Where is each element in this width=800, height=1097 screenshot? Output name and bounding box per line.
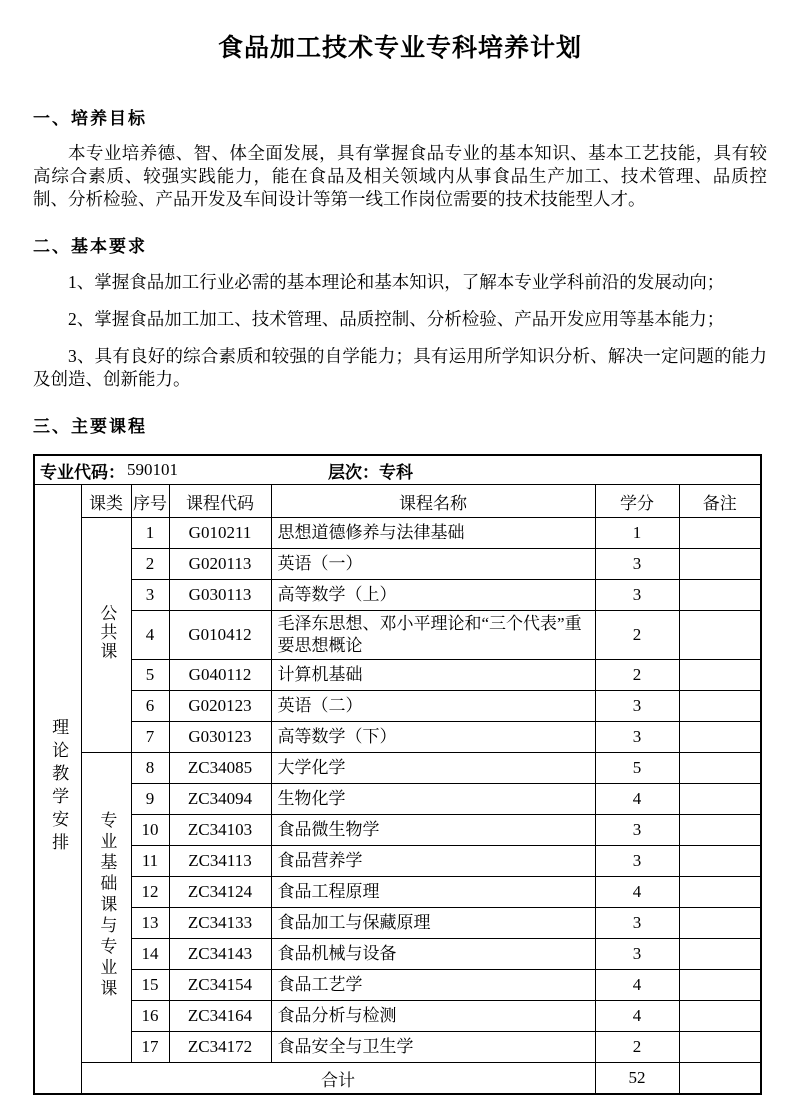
course-name: 思想道德修养与法律基础 — [271, 518, 595, 549]
course-seq: 10 — [131, 815, 169, 846]
col-header-course-code: 课程代码 — [169, 485, 271, 518]
major-code-label: 专业代码： — [40, 462, 125, 482]
course-seq: 1 — [131, 518, 169, 549]
course-group-cell — [81, 518, 131, 753]
course-credits: 4 — [595, 784, 679, 815]
course-remark — [679, 846, 761, 877]
total-remark-cell — [679, 1063, 761, 1095]
level-value: 专科 — [379, 462, 413, 482]
course-name: 生物化学 — [271, 784, 595, 815]
section-heading-courses: 三、主要课程 — [33, 417, 147, 436]
course-remark — [679, 549, 761, 580]
course-code: ZC34124 — [169, 877, 271, 908]
course-seq: 11 — [131, 846, 169, 877]
course-credits: 2 — [595, 1032, 679, 1063]
course-code: ZC34094 — [169, 784, 271, 815]
course-row — [34, 908, 761, 939]
requirement-item: 3、具有良好的综合素质和较强的自学能力；具有运用所学知识分析、解决一定问题的能力及创造、创新能力。 — [33, 346, 767, 389]
course-remark — [679, 815, 761, 846]
course-code: G010211 — [169, 518, 271, 549]
course-seq: 16 — [131, 1001, 169, 1032]
course-name: 食品营养学 — [271, 846, 595, 877]
course-remark — [679, 753, 761, 784]
course-row — [34, 1032, 761, 1063]
course-seq: 17 — [131, 1032, 169, 1063]
stage-label: 理论教学安排 — [49, 717, 69, 856]
course-name: 食品工程原理 — [271, 877, 595, 908]
total-row — [34, 1063, 761, 1095]
document-title: 食品加工技术专业专科培养计划 — [217, 34, 582, 62]
course-row — [34, 877, 761, 908]
course-row — [34, 753, 761, 784]
course-credits: 3 — [595, 815, 679, 846]
course-code: ZC34143 — [169, 939, 271, 970]
course-remark — [679, 1032, 761, 1063]
course-name: 食品分析与检测 — [271, 1001, 595, 1032]
course-credits: 3 — [595, 549, 679, 580]
course-credits: 2 — [595, 660, 679, 691]
goal-paragraph: 本专业培养德、智、体全面发展，具有掌握食品专业的基本知识、基本工艺技能，具有较高综合素质、较强实践能力，能在食品及相关领域内从事食品生产加工、技术管理、品质控制、分析检验、产品开发及车间设计等第一线工作岗位需要的技术技能型人才。 — [33, 143, 767, 209]
course-seq: 4 — [131, 611, 169, 660]
course-name: 高等数学（下） — [271, 722, 595, 753]
course-credits: 2 — [595, 611, 679, 660]
course-code: ZC34113 — [169, 846, 271, 877]
course-credits: 3 — [595, 580, 679, 611]
course-seq: 7 — [131, 722, 169, 753]
col-header-seq: 序号 — [131, 485, 169, 518]
course-name: 大学化学 — [271, 753, 595, 784]
course-credits: 1 — [595, 518, 679, 549]
course-name: 食品微生物学 — [271, 815, 595, 846]
course-seq: 13 — [131, 908, 169, 939]
course-remark — [679, 660, 761, 691]
course-code: G010412 — [169, 611, 271, 660]
course-name: 英语（二） — [271, 691, 595, 722]
col-header-credits: 学分 — [595, 485, 679, 518]
course-code: G030123 — [169, 722, 271, 753]
course-code: G030113 — [169, 580, 271, 611]
course-row — [34, 722, 761, 753]
course-seq: 5 — [131, 660, 169, 691]
course-code: G020113 — [169, 549, 271, 580]
course-remark — [679, 518, 761, 549]
course-remark — [679, 970, 761, 1001]
course-code: ZC34085 — [169, 753, 271, 784]
course-row — [34, 518, 761, 549]
course-name: 食品机械与设备 — [271, 939, 595, 970]
section-heading-requirements: 二、基本要求 — [33, 237, 147, 256]
course-credits: 4 — [595, 1001, 679, 1032]
course-credits: 3 — [595, 722, 679, 753]
course-remark — [679, 1001, 761, 1032]
course-seq: 14 — [131, 939, 169, 970]
course-credits: 4 — [595, 970, 679, 1001]
course-row — [34, 660, 761, 691]
course-name: 食品工艺学 — [271, 970, 595, 1001]
course-seq: 3 — [131, 580, 169, 611]
course-group-label: 专业基础课与专业课 — [97, 810, 117, 1000]
requirement-item: 2、掌握食品加工加工、技术管理、品质控制、分析检验、产品开发应用等基本能力； — [68, 309, 725, 329]
table-meta-row — [34, 455, 761, 485]
course-credits: 3 — [595, 939, 679, 970]
course-row — [34, 549, 761, 580]
course-remark — [679, 691, 761, 722]
table-header-row — [34, 485, 761, 518]
section-heading-goal: 一、培养目标 — [33, 109, 147, 128]
course-credits: 5 — [595, 753, 679, 784]
course-remark — [679, 877, 761, 908]
course-seq: 8 — [131, 753, 169, 784]
course-row — [34, 611, 761, 660]
course-row — [34, 970, 761, 1001]
course-row — [34, 691, 761, 722]
total-credits: 52 — [595, 1063, 679, 1095]
course-credits: 3 — [595, 846, 679, 877]
course-group-cell — [81, 753, 131, 1063]
course-row — [34, 815, 761, 846]
course-row — [34, 784, 761, 815]
course-remark — [679, 722, 761, 753]
course-credits: 4 — [595, 877, 679, 908]
course-remark — [679, 939, 761, 970]
course-remark — [679, 908, 761, 939]
table-meta-cell — [34, 455, 761, 485]
col-header-course-type: 课类 — [81, 485, 131, 518]
course-seq: 15 — [131, 970, 169, 1001]
course-row — [34, 846, 761, 877]
course-credits: 3 — [595, 691, 679, 722]
course-code: ZC34154 — [169, 970, 271, 1001]
col-header-remarks: 备注 — [679, 485, 761, 518]
course-name: 食品安全与卫生学 — [271, 1032, 595, 1063]
major-code-value: 590101 — [127, 460, 178, 479]
course-row — [34, 580, 761, 611]
course-code: ZC34164 — [169, 1001, 271, 1032]
course-code: ZC34172 — [169, 1032, 271, 1063]
course-name: 高等数学（上） — [271, 580, 595, 611]
course-name: 计算机基础 — [271, 660, 595, 691]
stage-label-cell — [34, 485, 81, 1095]
course-row — [34, 939, 761, 970]
course-name: 毛泽东思想、邓小平理论和“三个代表”重要思想概论 — [271, 611, 595, 660]
course-remark — [679, 784, 761, 815]
course-code: ZC34133 — [169, 908, 271, 939]
course-row — [34, 1001, 761, 1032]
course-remark — [679, 580, 761, 611]
level-label: 层次： — [328, 462, 379, 482]
course-seq: 2 — [131, 549, 169, 580]
course-code: G040112 — [169, 660, 271, 691]
course-group-label: 公共课 — [97, 604, 117, 661]
requirement-item: 1、掌握食品加工行业必需的基本理论和基本知识，了解本专业学科前沿的发展动向； — [68, 272, 725, 292]
course-table — [33, 454, 762, 1095]
course-name: 食品加工与保藏原理 — [271, 908, 595, 939]
col-header-course-name: 课程名称 — [271, 485, 595, 518]
course-remark — [679, 611, 761, 660]
course-seq: 12 — [131, 877, 169, 908]
course-code: G020123 — [169, 691, 271, 722]
course-seq: 9 — [131, 784, 169, 815]
course-code: ZC34103 — [169, 815, 271, 846]
course-name: 英语（一） — [271, 549, 595, 580]
course-seq: 6 — [131, 691, 169, 722]
course-credits: 3 — [595, 908, 679, 939]
total-label: 合计 — [81, 1063, 595, 1095]
